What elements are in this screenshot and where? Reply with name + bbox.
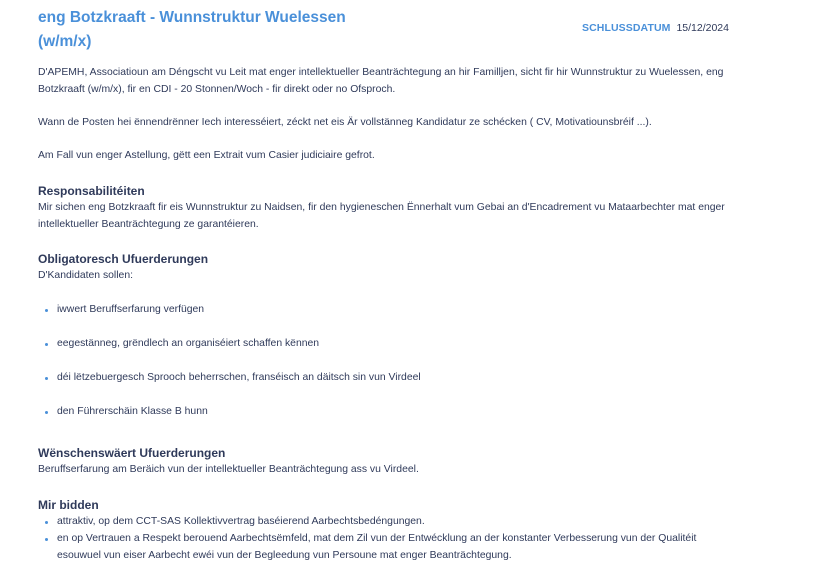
offer-list bbox=[38, 513, 738, 564]
bullet-icon bbox=[45, 411, 48, 414]
offer-heading: Mir bidden bbox=[38, 498, 99, 512]
job-title: eng Botzkraaft - Wunnstruktur Wuelessen (w/m/x) bbox=[38, 9, 346, 50]
list-item bbox=[38, 335, 738, 352]
deadline-value: 15/12/2024 bbox=[676, 22, 729, 34]
responsibilities-text: Mir sichen eng Botzkraaft fir eis Wunnstruktur zu Naidsen, fir den hygieneschen Ënnerhalt vum Gebai an d'Encadrement vu Mataarbechter mat enger intellektueller Beanträchtegung ze garantéieren. bbox=[38, 202, 725, 230]
deadline-label: SCHLUSSDATUM bbox=[582, 22, 671, 34]
job-posting bbox=[38, 0, 738, 564]
desirable-text: Beruffserfarung am Beräich vun der intellektueller Beanträchtegung ass vu Virdeel. bbox=[38, 464, 419, 475]
list-item bbox=[38, 369, 738, 386]
responsibilities-section bbox=[38, 183, 738, 233]
list-item-text: eegestänneg, grëndlech an organiséiert schaffen kënnen bbox=[57, 338, 320, 349]
intro-paragraph: D'APEMH, Associatioun am Déngscht vu Leit mat enger intellektueller Beanträchtegung an hir Familljen, sicht fir hir Wunnstruktur zu Wuelessen, eng Botzkraaft (w/m/x), fir en CDI - 20 Stonnen/Woch - fir direkt oder no Ofspro​ch. bbox=[38, 67, 724, 95]
list-item-text: en op Vertrauen a Respekt berouend Aarbechtsëmfeld, mat dem Zil vun der Entwécklung an der konstanter Verbesserung vun der Qualitéit esouwuel vun eiser Aarbecht ewéi vun der Begleedung vun Persoune mat enger Beanträchtegung. bbox=[57, 533, 697, 561]
list-item bbox=[38, 513, 738, 530]
responsibilities-heading: Responsabilitéiten bbox=[38, 184, 145, 198]
bullet-icon bbox=[45, 343, 48, 346]
list-item bbox=[38, 530, 738, 564]
desirable-section bbox=[38, 445, 738, 478]
list-item bbox=[38, 301, 738, 318]
bullet-icon bbox=[45, 521, 48, 524]
requirements-heading: Obligatoresch Ufuerderungen bbox=[38, 252, 209, 266]
bullet-icon bbox=[45, 538, 48, 541]
list-item-text: iwwert Beruffserfarung verfügen bbox=[57, 304, 205, 315]
list-item-text: den Führerschäin Klasse B hunn bbox=[57, 406, 208, 417]
casier-paragraph: Am Fall vun enger Astellung, gëtt een Extrait vum Casier judiciaire gefrot. bbox=[38, 150, 375, 161]
bullet-icon bbox=[45, 309, 48, 312]
list-item-text: déi lëtzebuergesch Sprooch beherrschen, franséisch an däitsch sin vun Virdeel bbox=[57, 372, 421, 383]
deadline bbox=[582, 22, 729, 34]
bullet-icon bbox=[45, 377, 48, 380]
apply-paragraph: Wann de Posten hei ënnendrënner Iech interesséiert, zéckt net eis Är vollstänneg Kandidatur ze schécken ( CV, Motivatiounsbréif ...). bbox=[38, 117, 652, 128]
requirements-intro: D'Kandidaten sollen: bbox=[38, 270, 133, 281]
job-header bbox=[38, 0, 738, 54]
list-item bbox=[38, 403, 738, 420]
desirable-heading: Wënschenswäert Ufuerderungen bbox=[38, 446, 226, 460]
requirements-list bbox=[38, 301, 738, 420]
requirements-section bbox=[38, 251, 738, 420]
offer-section bbox=[38, 497, 738, 564]
list-item-text: attraktiv, op dem CCT-SAS Kollektivvertrag baséierend Aarbechtsbedéngungen. bbox=[57, 516, 425, 527]
